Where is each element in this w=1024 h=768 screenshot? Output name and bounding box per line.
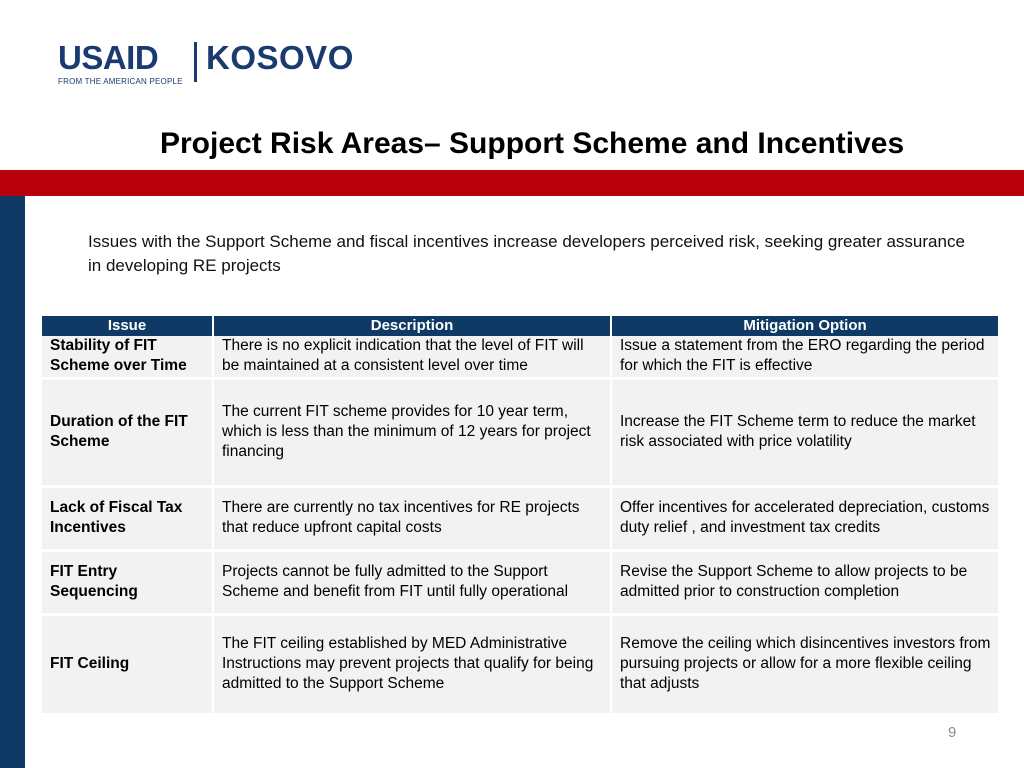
logo-tagline: FROM THE AMERICAN PEOPLE — [58, 77, 183, 86]
description-cell: There is no explicit indication that the level of FIT will be maintained at a consistent level over time — [213, 336, 611, 378]
issue-cell: Duration of the FIT Scheme — [42, 378, 213, 486]
logo-country: KOSOVO — [206, 39, 354, 76]
table-row — [42, 550, 998, 614]
table-row — [42, 378, 998, 486]
page-title: Project Risk Areas– Support Scheme and Incentives — [160, 127, 905, 160]
description-cell: The current FIT scheme provides for 10 year term, which is less than the minimum of 12 years for project financing — [213, 378, 611, 486]
issue-cell: FIT Entry Sequencing — [42, 550, 213, 614]
risk-table — [42, 316, 998, 716]
header-issue: Issue — [42, 316, 213, 336]
header-mitigation: Mitigation Option — [611, 316, 998, 336]
mitigation-cell: Offer incentives for accelerated depreciation, customs duty relief , and investment tax credits — [611, 486, 998, 550]
description-cell: The FIT ceiling established by MED Administrative Instructions may prevent projects that qualify for being admitted to the Support Scheme — [213, 614, 611, 714]
description-cell: Projects cannot be fully admitted to the Support Scheme and benefit from FIT until fully operational — [213, 550, 611, 614]
table-row — [42, 486, 998, 550]
page-number: 9 — [948, 724, 957, 741]
logo-org: USAID — [58, 39, 159, 76]
mitigation-cell: Issue a statement from the ERO regarding the period for which the FIT is effective — [611, 336, 998, 378]
table-row — [42, 614, 998, 714]
issue-cell: FIT Ceiling — [42, 614, 213, 714]
intro-text: Issues with the Support Scheme and fiscal incentives increase developers perceived risk, seeking greater assurance in developing RE projects — [88, 232, 965, 275]
red-accent-band — [0, 170, 1024, 196]
mitigation-cell: Revise the Support Scheme to allow projects to be admitted prior to construction completion — [611, 550, 998, 614]
header-description: Description — [213, 316, 611, 336]
mitigation-cell: Remove the ceiling which disincentives investors from pursuing projects or allow for a more flexible ceiling that adjusts — [611, 614, 998, 714]
issue-cell: Stability of FIT Scheme over Time — [42, 336, 213, 378]
description-cell: There are currently no tax incentives for RE projects that reduce upfront capital costs — [213, 486, 611, 550]
table-header-row — [42, 316, 998, 336]
issue-cell: Lack of Fiscal Tax Incentives — [42, 486, 213, 550]
logo-divider — [194, 42, 197, 82]
left-accent-bar — [0, 196, 25, 768]
table-row — [42, 336, 998, 378]
mitigation-cell: Increase the FIT Scheme term to reduce the market risk associated with price volatility — [611, 378, 998, 486]
